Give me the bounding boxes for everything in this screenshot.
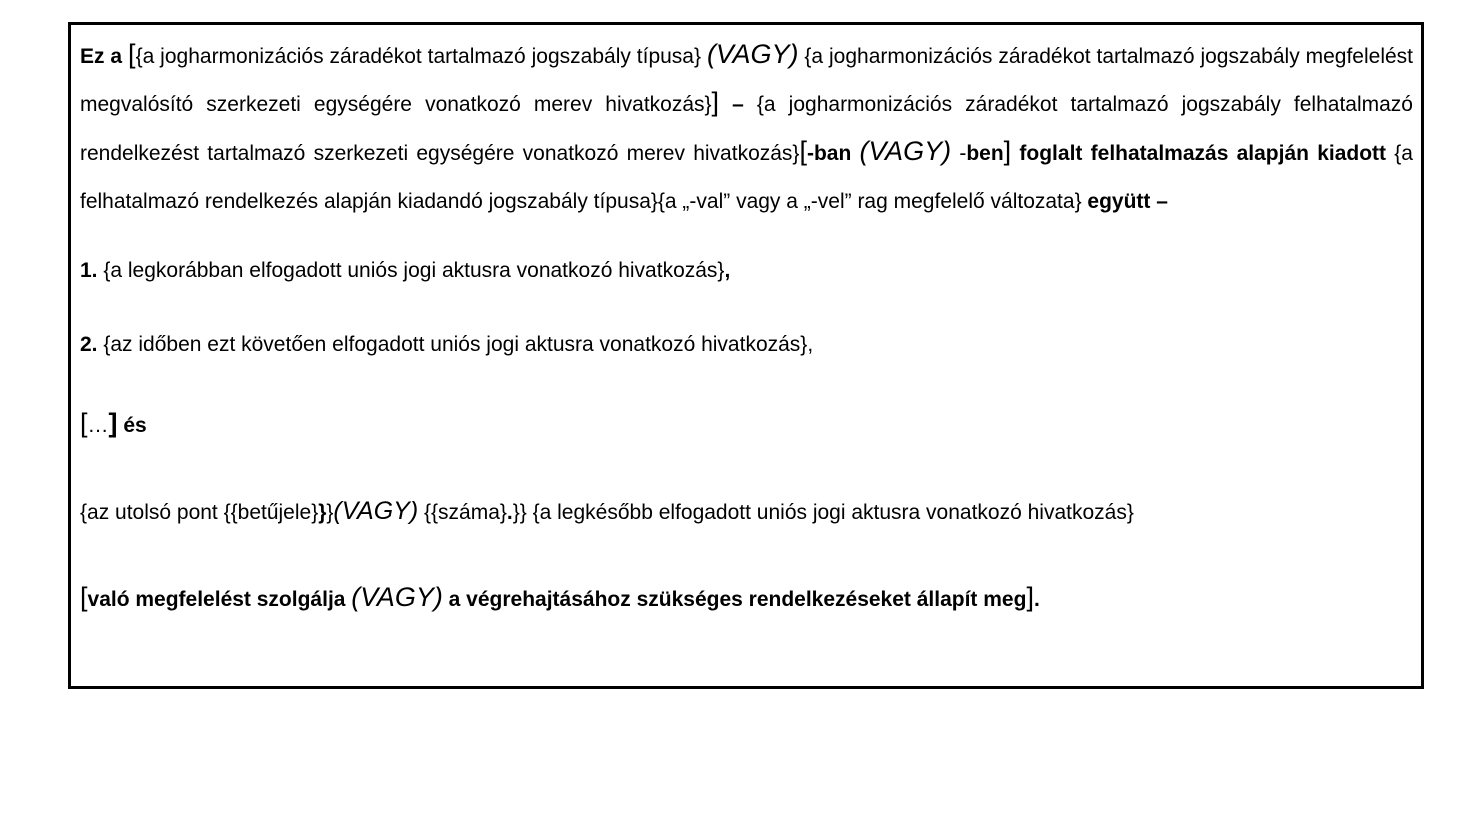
last-item-brace-2: }	[326, 501, 334, 525]
open-bracket: [	[128, 39, 136, 69]
close-bracket: ]	[711, 87, 720, 118]
ellipsis-close-bracket: ]	[108, 408, 118, 439]
ellipsis-line	[80, 408, 1413, 440]
vagy-marker-3: (VAGY)	[333, 497, 419, 526]
item-text-1: {a legkorábban elfogadott uniós jogi aktusra vonatkozó hivatkozás}	[97, 259, 725, 283]
main-clause-paragraph	[80, 33, 1413, 226]
placeholder-issued-law-type: {a felhatalmazó rendelkezés alapján kiadandó jogszabály típusa}{a „-val” vagy a „-vel” rag megfelelő változata}	[80, 141, 1413, 213]
closing-line	[80, 582, 1413, 614]
closing-text-1: való megfelelést szolgálja	[87, 588, 352, 612]
open-bracket-2: [	[799, 135, 807, 166]
placeholder-law-type: {a jogharmonizációs záradékot tartalmazó jogszabály típusa}	[135, 45, 707, 68]
last-item-reference: }} {a legkésőbb elfogadott uniós jogi aktusra vonatkozó hivatkozás}	[512, 501, 1134, 525]
closing-end: .	[1033, 588, 1040, 612]
last-item-brace-1: }	[318, 501, 327, 525]
list-item-2	[80, 331, 1413, 359]
item-number-1: 1.	[80, 259, 98, 283]
placeholder-authorizing-reference: {a jogharmonizációs záradékot tartalmazó jogszabály felhatalmazó rendelkezést tartalmazó szerkezeti egységére vonatkozó merev hivatkozás}	[80, 93, 1413, 165]
closing-open-bracket: [	[80, 582, 88, 613]
item-number-2: 2.	[80, 333, 98, 357]
suffix-ban: -ban	[806, 141, 860, 165]
and-text: és	[117, 414, 147, 438]
dash: –	[719, 93, 757, 117]
together-text: együtt –	[1087, 189, 1168, 213]
closing-close-bracket: ]	[1026, 582, 1034, 613]
suffix-dash: -	[951, 141, 967, 165]
placeholder-rigid-reference: {a jogharmonizációs záradékot tartalmazó jogszabály megfelelést megvalósító szerkezeti egységére vonatkozó merev hivatkozás}	[80, 45, 1414, 117]
item-text-2: {az időben ezt követően elfogadott uniós jogi aktusra vonatkozó hivatkozás},	[97, 333, 814, 357]
item-end-1: ,	[724, 259, 731, 283]
vagy-marker-4: (VAGY)	[351, 582, 443, 613]
last-item-number: {{száma}	[418, 501, 507, 525]
suffix-ben: ben	[966, 141, 1004, 165]
ellipsis-dots: …	[87, 414, 109, 438]
closing-text-2: a végrehajtásához szükséges rendelkezéseket állapít meg	[442, 588, 1027, 612]
last-item-dot: .	[506, 501, 513, 525]
last-item-line	[80, 499, 1413, 527]
vagy-marker-2: (VAGY)	[859, 135, 952, 166]
authorization-text: foglalt felhatalmazás alapján kiadott	[1011, 141, 1395, 165]
list-item-1	[80, 257, 1413, 285]
ellipsis-open-bracket: [	[80, 408, 88, 439]
clause-template-box	[68, 22, 1424, 689]
vagy-marker: (VAGY)	[706, 39, 799, 69]
close-bracket-2: ]	[1003, 135, 1012, 166]
intro-text: Ez a	[80, 45, 129, 68]
last-item-letter: {az utolsó pont {{betűjele}	[80, 501, 319, 525]
